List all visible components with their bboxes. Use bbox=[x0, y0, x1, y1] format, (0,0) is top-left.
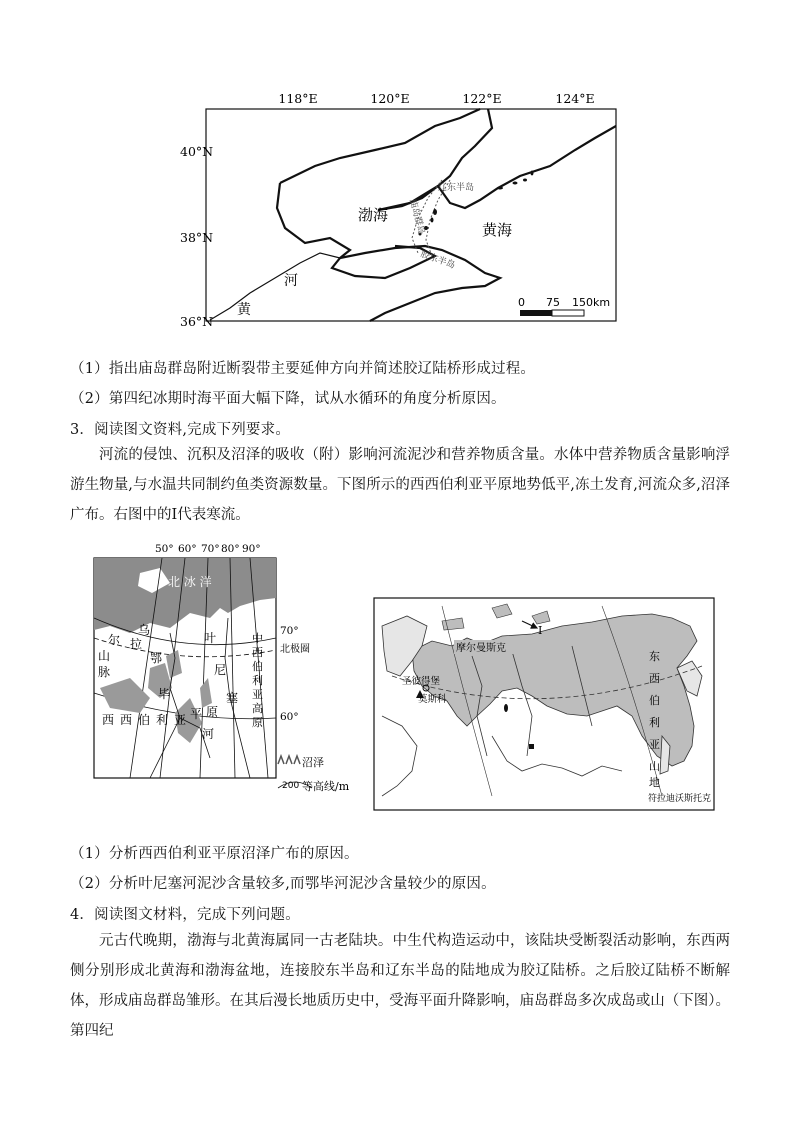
west-siberia-map bbox=[90, 538, 360, 808]
label-arctic-ocean: 北 冰 洋 bbox=[168, 575, 212, 589]
lon-120: 120°E bbox=[370, 91, 410, 106]
river-char-3: 叶 bbox=[204, 631, 217, 645]
plain-char-1: 西 bbox=[102, 713, 115, 727]
river-char-2: 毕 bbox=[158, 687, 171, 701]
m2-lat-60: 60° bbox=[280, 711, 299, 723]
m2-lon-70: 70° bbox=[201, 543, 220, 555]
plateau-char-7: 原 bbox=[252, 716, 263, 729]
svg-text:150km: 150km bbox=[572, 296, 611, 309]
ural-char-2: 拉 bbox=[130, 637, 143, 651]
river-char-6: 河 bbox=[202, 727, 215, 741]
m2-lon-90: 90° bbox=[242, 543, 261, 555]
plateau-char-1: 中 bbox=[252, 632, 263, 645]
ural-char-5: 脉 bbox=[98, 665, 111, 679]
ural-char-1: 乌 bbox=[138, 623, 151, 637]
label-jiaodong: 胶东半岛 bbox=[418, 249, 457, 272]
label-murmansk: 摩尔曼斯克 bbox=[456, 643, 506, 654]
plateau-char-4: 利 bbox=[252, 674, 263, 687]
plateau-char-5: 亚 bbox=[252, 688, 263, 701]
river-char-1: 鄂 bbox=[150, 651, 163, 665]
label-moscow: 莫斯科 bbox=[418, 694, 447, 705]
plain-char-5: 亚 bbox=[174, 713, 187, 727]
plateau-char-3: 伯 bbox=[252, 660, 263, 673]
label-liaodong: 辽东半岛 bbox=[438, 183, 475, 193]
q3-sub2: （2）分析叶尼塞河泥沙含量较多,而鄂毕河泥沙含量较少的原因。 bbox=[70, 876, 496, 892]
lon-122: 122°E bbox=[462, 91, 502, 106]
m2-lon-60: 60° bbox=[178, 543, 197, 555]
russia-map-svg bbox=[372, 596, 718, 814]
river-char-4: 尼 bbox=[214, 663, 227, 677]
map2-legend bbox=[278, 756, 350, 793]
label-huanghai: 黄海 bbox=[482, 221, 513, 239]
label-vladivostok: 符拉迪沃斯托克 bbox=[648, 794, 712, 804]
bohai-map-svg bbox=[180, 88, 620, 333]
russia-map bbox=[372, 596, 718, 814]
west-siberia-map-svg bbox=[90, 538, 360, 808]
q3-paragraph: 河流的侵蚀、沉积及沼泽的吸收（附）影响河流泥沙和营养物质含量。水体中营养物质含量影响浮游生物量,与水温共同制约鱼类资源数量。下图所示的西西伯利亚平原地势低平,冻土发育,河流众多,沼泽广布。右图中的Ⅰ代表寒流。 bbox=[70, 447, 730, 523]
label-river-he: 河 bbox=[284, 273, 298, 289]
q4-paragraph: 元古代晚期，渤海与北黄海属同一古老陆块。中生代构造运动中，该陆块受断裂活动影响，东西两侧分别形成北黄海和渤海盆地，连接胶东半岛和辽东半岛的陆地成为胶辽陆桥。之后胶辽陆桥不断解体，形成庙岛群岛雏形。在其后漫长地质历史中，受海平面升降影响，庙岛群岛多次成岛或山（下图）。第四纪 bbox=[70, 933, 730, 1039]
svg-text:东: 东 bbox=[649, 650, 660, 663]
label-miaodao: 庙岛群岛 bbox=[407, 198, 427, 236]
svg-text:75: 75 bbox=[546, 296, 560, 309]
plain-char-7: 原 bbox=[206, 705, 219, 719]
plain-char-6: 平 bbox=[190, 707, 203, 721]
m2-lon-50: 50° bbox=[155, 543, 174, 555]
svg-text:西: 西 bbox=[649, 672, 660, 685]
lon-124: 124°E bbox=[555, 91, 595, 106]
lon-118: 118°E bbox=[278, 91, 318, 106]
plain-char-2: 西 bbox=[120, 713, 133, 727]
legend-contour-value: 200 bbox=[282, 781, 300, 791]
q2-sub1: （1）指出庙岛群岛附近断裂带主要延伸方向并简述胶辽陆桥形成过程。 bbox=[70, 361, 536, 377]
m2-lat-70: 70° bbox=[280, 625, 299, 637]
lat-38: 38°N bbox=[180, 230, 214, 245]
plateau-char-2: 西 bbox=[252, 646, 263, 659]
m2-lon-80: 80° bbox=[221, 543, 240, 555]
q4-heading: 4．阅读图文材料，完成下列问题。 bbox=[70, 907, 300, 923]
label-north-pole-circle: 北极圈 bbox=[280, 644, 310, 655]
marker-ellipse bbox=[504, 704, 508, 712]
svg-text:伯: 伯 bbox=[649, 694, 660, 707]
q3-sub1: （1）分析西西伯利亚平原沼泽广布的原因。 bbox=[70, 846, 359, 862]
q2-sub2: （2）第四纪冰期时海平面大幅下降，试从水循环的角度分析原因。 bbox=[70, 391, 506, 407]
lat-36: 36°N bbox=[180, 314, 214, 329]
bohai-map bbox=[180, 88, 620, 333]
plain-char-3: 伯 bbox=[138, 713, 151, 727]
label-cold-current: Ⅰ bbox=[538, 624, 543, 637]
svg-text:0: 0 bbox=[518, 296, 525, 309]
svg-text:地: 地 bbox=[649, 776, 660, 789]
legend-swamp: 沼泽 bbox=[302, 756, 324, 769]
legend-contour: 等高线/m bbox=[302, 780, 350, 793]
plateau-char-6: 高 bbox=[252, 702, 263, 715]
label-stpetersburg: 圣彼得堡 bbox=[402, 676, 441, 687]
svg-text:山: 山 bbox=[649, 760, 660, 773]
ural-char-4: 山 bbox=[98, 649, 111, 663]
plain-char-4: 利 bbox=[156, 713, 169, 727]
svg-text:亚: 亚 bbox=[649, 738, 660, 751]
label-bohai: 渤海 bbox=[358, 206, 389, 224]
svg-text:利: 利 bbox=[649, 716, 660, 729]
marker-square bbox=[529, 744, 534, 749]
label-river-huang: 黄 bbox=[237, 302, 251, 318]
ural-char-3: 尔 bbox=[108, 633, 121, 647]
q3-heading: 3．阅读图文资料,完成下列要求。 bbox=[70, 422, 291, 438]
lat-40: 40°N bbox=[180, 144, 214, 159]
river-char-5: 塞 bbox=[226, 691, 239, 705]
